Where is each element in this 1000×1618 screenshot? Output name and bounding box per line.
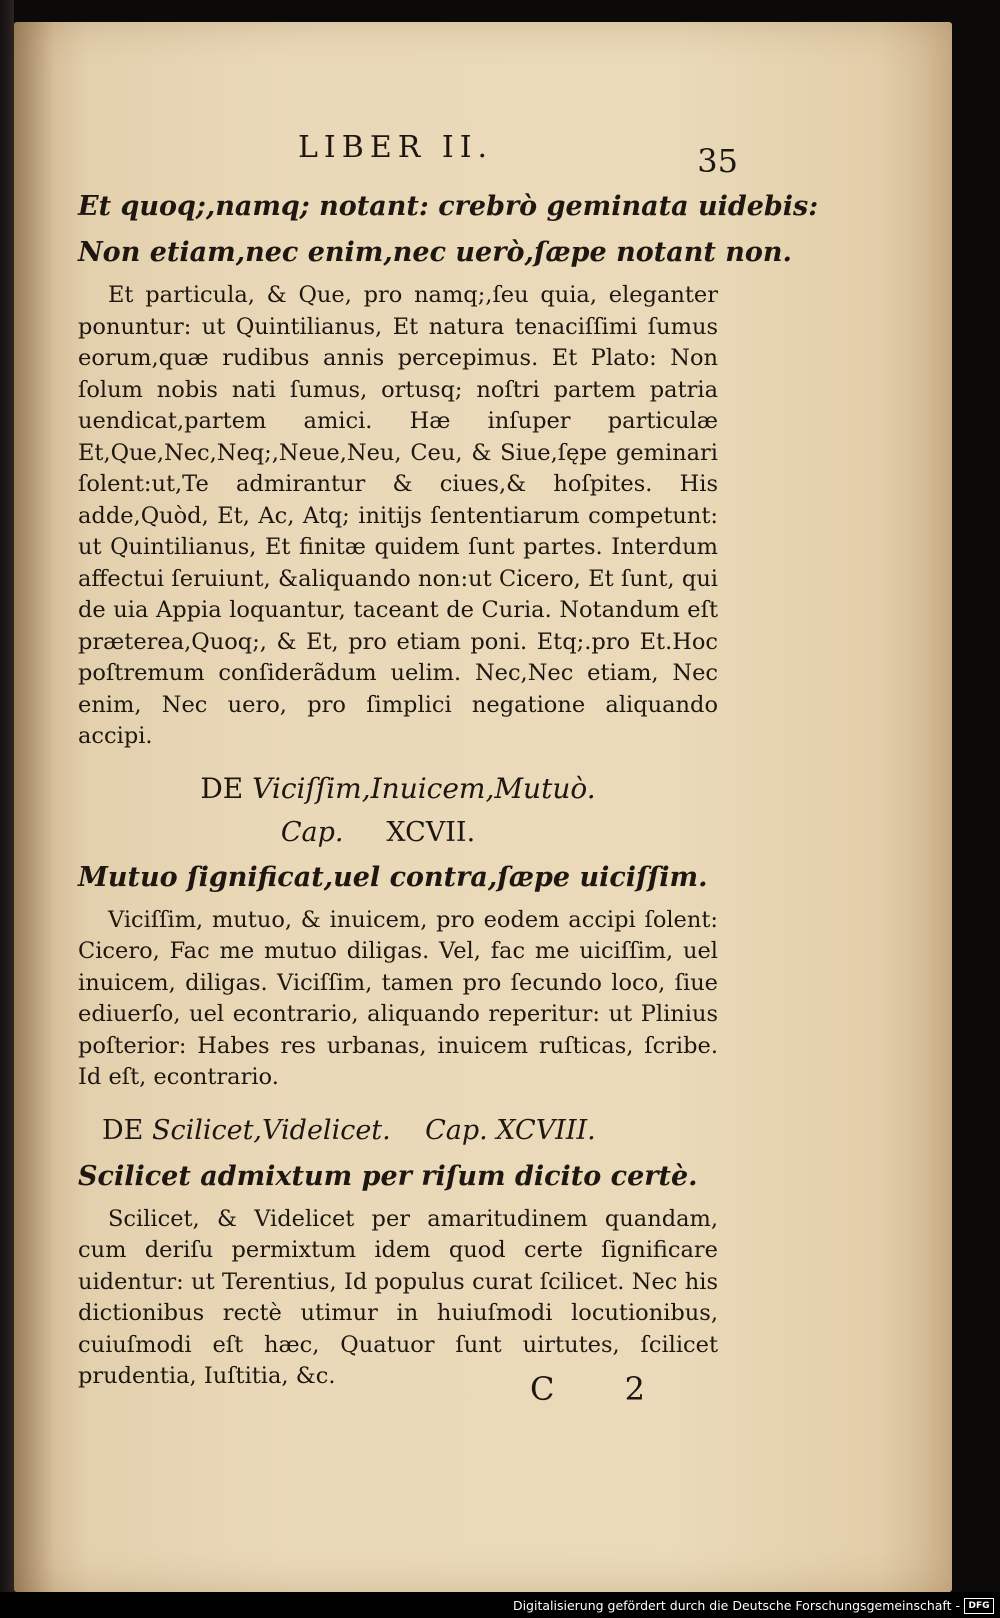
cap-label: Cap. <box>280 816 344 848</box>
paragraph-text: Viciſſim, mutuo, & inuicem, pro eodem accipi ſolent: Cicero, Fac me mutuo diligas. Vel, fac me uiciſſim, uel inuicem, diligas. Viciſſim, tamen pro ſecundo loco, ſiue ediuerſo, uel econtrario, aliquando reperitur: ut Plinius poſterior: Habes res urbanas, inuicem ruſticas, ſcribe. Id eſt, econtrario. <box>78 906 718 1090</box>
footer-credit: Digitalisierung gefördert durch die Deutsche Forschungsgemeinschaft - <box>512 1598 960 1613</box>
cap-number: Cap. XCVIII. <box>425 1114 596 1146</box>
body-paragraph <box>78 1204 718 1393</box>
verse-line: Non etiam,nec enim,nec uerò,ſæpe notant non. <box>78 237 792 268</box>
verse-line: Scilicet admixtum per riſum dicito certè. <box>78 1160 698 1192</box>
verse-line: Mutuo ſignificat,uel contra,ſæpe uiciſſim. <box>78 861 708 893</box>
paragraph-text: Scilicet, & Videlicet per amaritudinem quandam, cum deriſu permixtum idem quod certe ſignificare uidentur: ut Terentius, Id populus curat ſcilicet. Nec his dictionibus rectè utimur in huiuſmodi locutionibus, cuiuſmodi eſt hæc, Quatuor ſunt uirtutes, ſcilicet prudentia, Iuſtitia, &c. <box>78 1205 718 1389</box>
page-content <box>78 122 819 1393</box>
heading-title: Scilicet,Videlicet. <box>151 1114 391 1146</box>
chapter-heading <box>78 1108 718 1154</box>
chapter-number <box>38 811 718 855</box>
chapter-heading <box>78 767 718 811</box>
catchword: C 2 <box>530 1370 676 1408</box>
body-paragraph <box>78 905 718 1094</box>
footer-bar <box>0 1592 1000 1618</box>
heading-prefix: DE <box>200 771 253 805</box>
heading-prefix: DE <box>102 1114 152 1146</box>
cap-number: XCVII. <box>386 816 476 848</box>
running-head <box>78 122 738 184</box>
scan-edge <box>0 0 14 1618</box>
page-gutter-shadow <box>14 22 54 1592</box>
running-head-title: LIBER II. <box>298 130 494 165</box>
page-number: 35 <box>697 142 738 180</box>
verse-line: Et quoq;,namq; notant: crebrò geminata uidebis: <box>78 191 819 222</box>
paragraph-text: Et particula, & Que, pro namq;,ſeu quia, eleganter ponuntur: ut Quintilianus, Et natura tenaciſſimi ſumus eorum,quæ rudibus annis percepimus. Et Plato: Non ſolum nobis nati ſumus, ortusq; noſtri partem patria uendicat,partem amici. Hæ inſuper particulæ Et,Que,Nec,Neq;,Neue,Neu, Ceu, & Siue,ſępe geminari ſolent:ut,Te admirantur & ciues,& hoſpites. His adde,Quòd, Et, Ac, Atq; initijs ſententiarum competunt: ut Quintilianus, Et finitæ quidem ſunt partes. Interdum affectui ſeruiunt, &aliquando non:ut Cicero, Et ſunt, qui de uia Appia loquantur, taceant de Curia. Notandum eſt præterea,Quoq;, & Et, pro etiam poni. Etq;.pro Et.Hoc poſtremum conſiderãdum uelim. Nec,Nec etiam, Nec enim, Nec uero, pro ſimplici negatione aliquando accipi. <box>78 282 718 749</box>
body-paragraph <box>78 280 718 753</box>
dfg-logo-icon: DFG <box>964 1598 994 1614</box>
heading-title: Viciſſim,Inuicem,Mutuò. <box>252 771 596 805</box>
